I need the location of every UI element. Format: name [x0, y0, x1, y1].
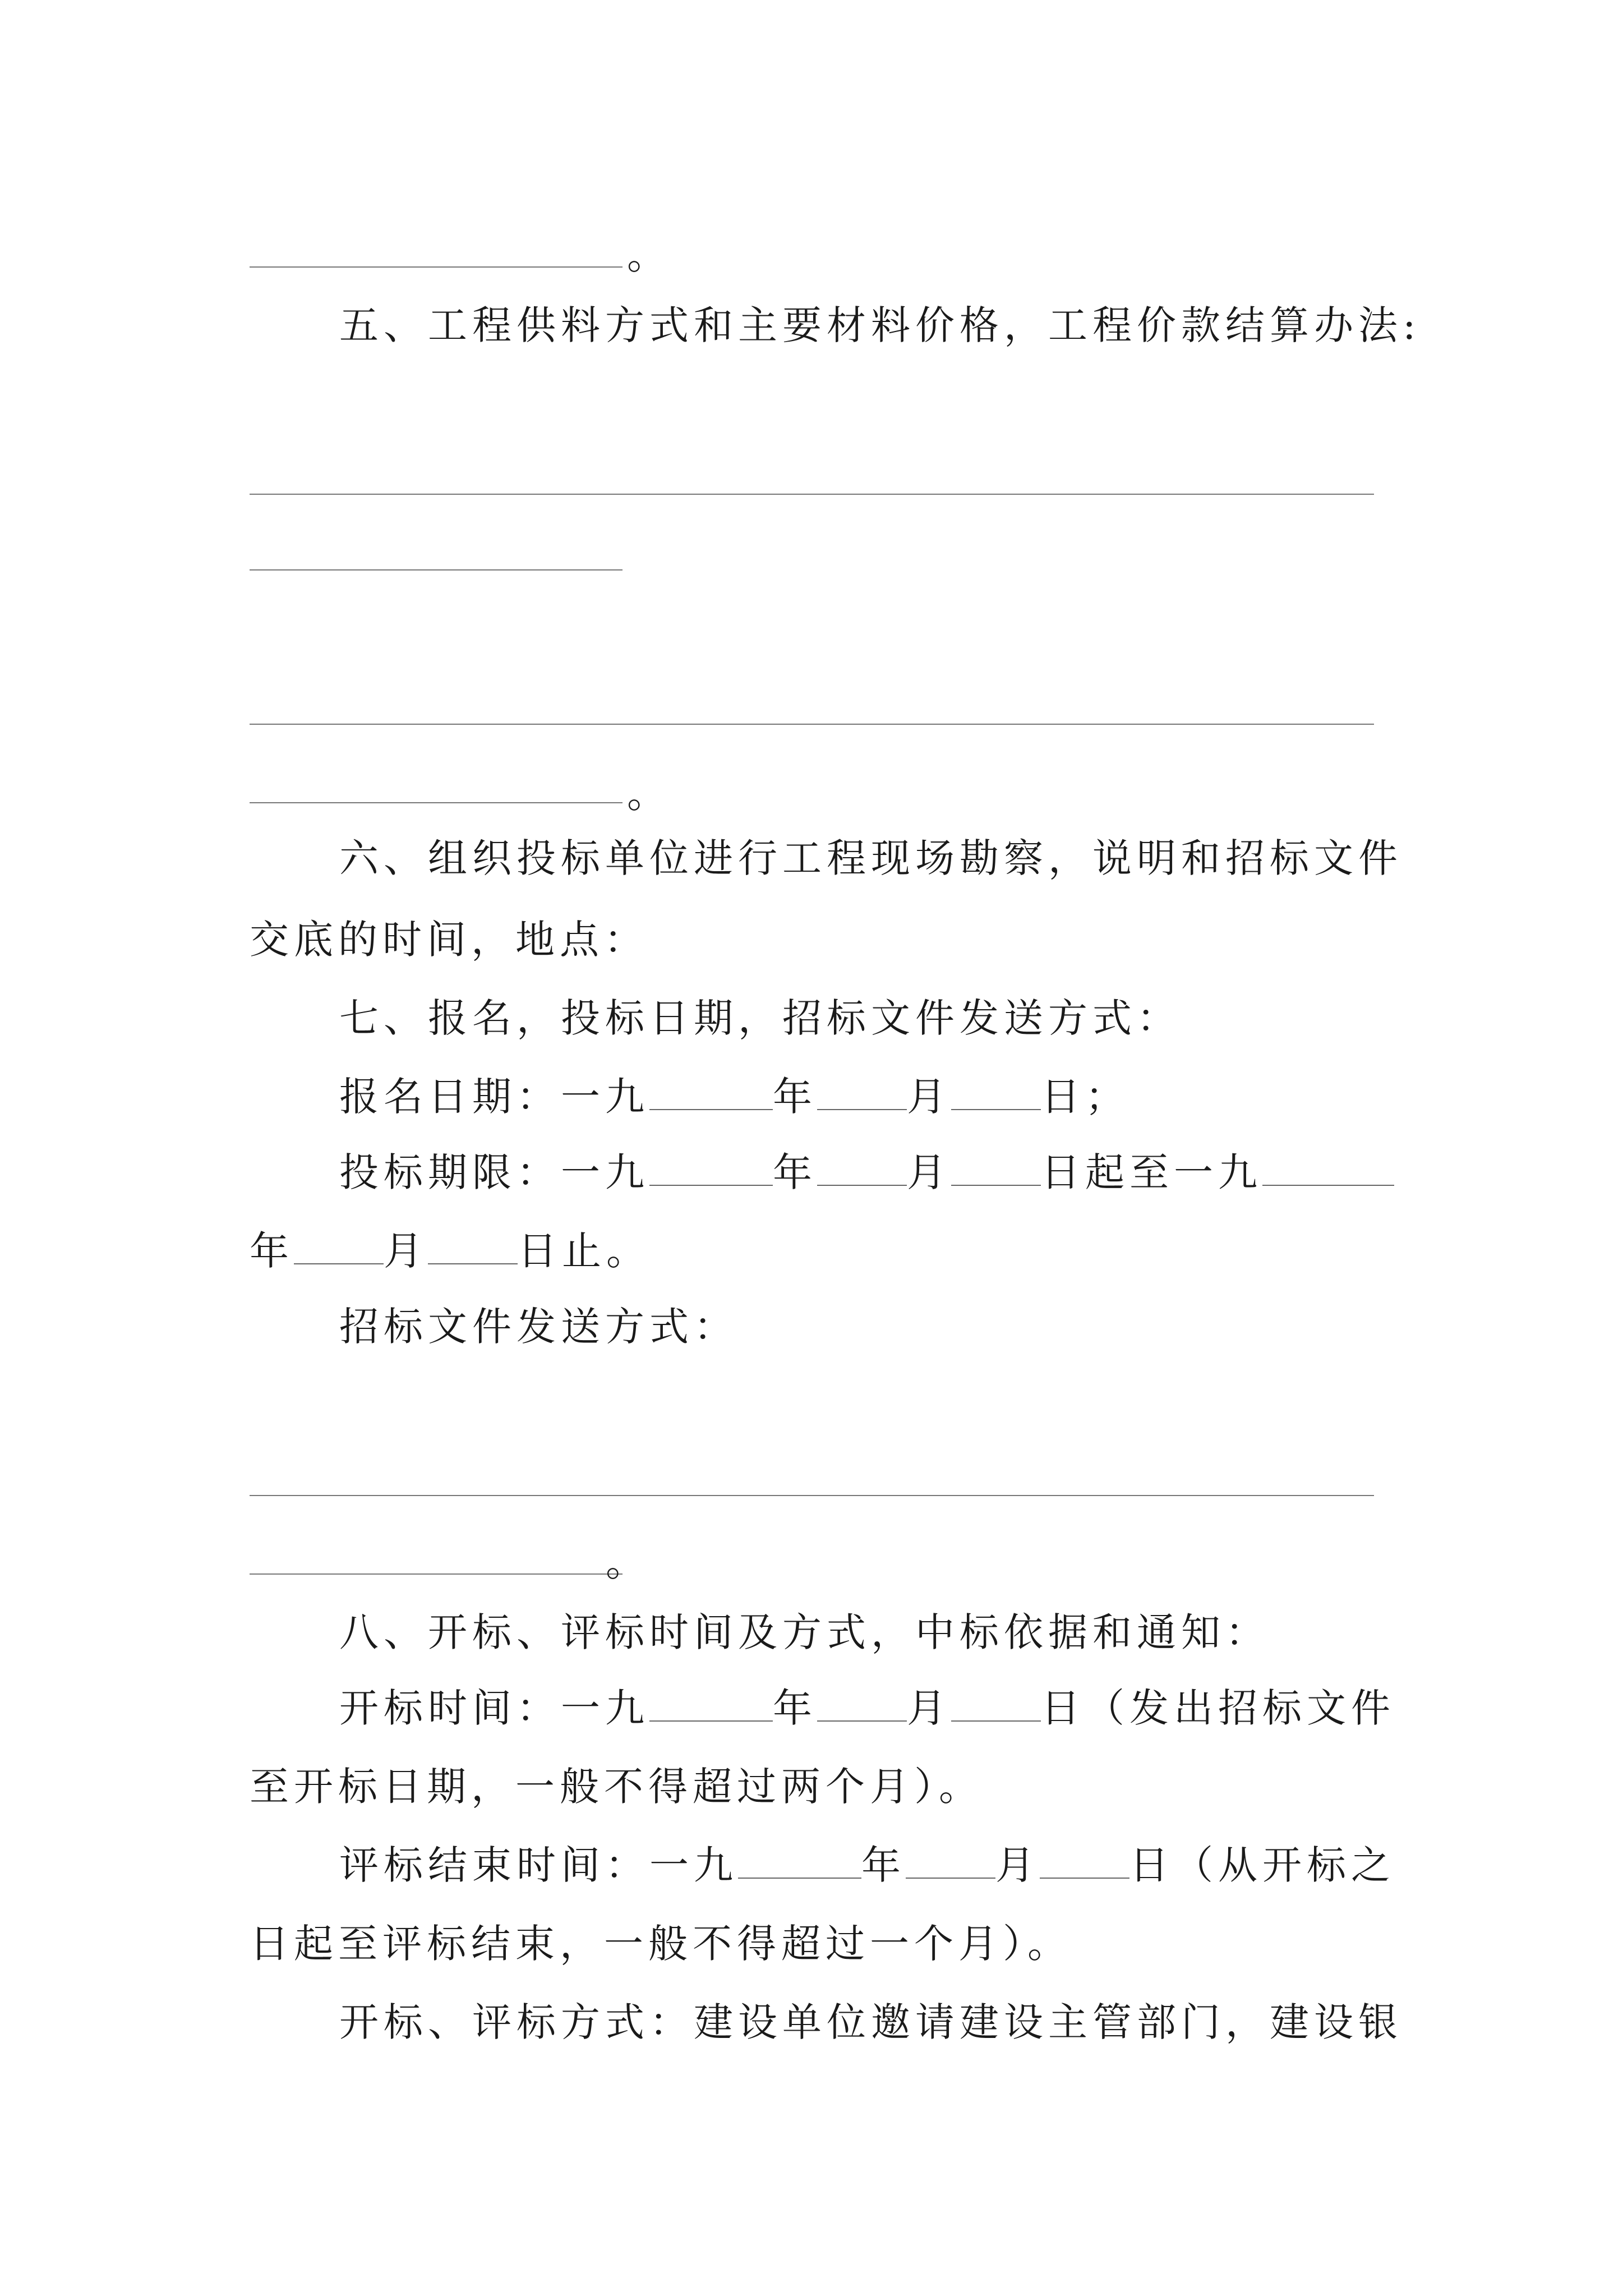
month-unit: 月 — [384, 1228, 428, 1274]
day-blank — [951, 1687, 1041, 1722]
month-blank — [817, 1151, 907, 1186]
day-blank — [951, 1075, 1041, 1110]
opening-time-label: 开标时间：一九 — [339, 1685, 649, 1731]
year-blank — [649, 1075, 773, 1110]
opening-time-line-1 — [339, 1680, 1395, 1736]
evaluation-end-label: 评标结束时间：一九 — [339, 1842, 738, 1888]
year-unit: 年 — [861, 1842, 906, 1888]
opening-note: 日（发出招标文件 — [1041, 1685, 1395, 1731]
year-unit: 年 — [773, 1149, 817, 1195]
fill-line — [250, 1573, 623, 1575]
fill-line — [250, 802, 623, 803]
bid-period-line-1 — [339, 1144, 1394, 1200]
bid-period-line-2 — [250, 1223, 651, 1279]
day-blank — [1040, 1844, 1129, 1879]
year-unit: 年 — [773, 1074, 817, 1120]
bid-period-label: 投标期限：一九 — [339, 1149, 649, 1195]
month-blank — [906, 1844, 995, 1879]
month-unit: 月 — [995, 1842, 1040, 1888]
month-unit: 月 — [907, 1685, 951, 1731]
evaluation-end-line-2: 日起至评标结束，一般不得超过一个月）。 — [250, 1921, 1072, 1967]
month-blank — [817, 1687, 907, 1722]
month-blank — [817, 1075, 907, 1110]
year-unit: 年 — [250, 1228, 294, 1274]
section-6-line-1: 六、组织投标单位进行工程现场勘察，说明和招标文件 — [339, 835, 1403, 881]
send-method-label: 招标文件发送方式： — [339, 1304, 738, 1350]
period-mark: 。 — [606, 1539, 645, 1585]
day-blank — [428, 1230, 518, 1264]
year-blank — [649, 1151, 773, 1186]
evaluation-note: 日（从开标之 — [1129, 1842, 1395, 1888]
month-unit: 月 — [907, 1149, 951, 1195]
month-blank — [294, 1230, 384, 1264]
month-unit: 月 — [907, 1074, 951, 1120]
fill-line — [250, 494, 1374, 495]
fill-line — [250, 724, 1374, 725]
evaluation-end-line-1 — [339, 1837, 1395, 1893]
section-6-line-2: 交底的时间，地点： — [250, 917, 648, 963]
day-blank — [951, 1151, 1041, 1186]
fill-line — [250, 266, 623, 268]
opening-method-line: 开标、评标方式：建设单位邀请建设主管部门，建设银 — [339, 1999, 1403, 2045]
year-blank — [649, 1687, 773, 1722]
section-8-heading: 八、开标、评标时间及方式，中标依据和通知： — [339, 1609, 1270, 1655]
year-blank — [1262, 1151, 1394, 1186]
year-blank — [738, 1844, 861, 1879]
fill-line — [250, 569, 623, 570]
day-from-to: 日起至一九 — [1041, 1149, 1262, 1195]
registration-date-label: 报名日期：一九 — [339, 1074, 649, 1120]
registration-date-line — [339, 1069, 1129, 1125]
fill-line — [250, 1495, 1374, 1496]
section-5-heading: 五、工程供料方式和主要材料价格，工程价款结算办法: — [339, 302, 1421, 348]
year-unit: 年 — [773, 1685, 817, 1731]
day-end: 日止。 — [518, 1228, 651, 1274]
day-unit: 日； — [1041, 1074, 1129, 1120]
opening-time-line-2: 至开标日期，一般不得超过两个月）。 — [250, 1764, 983, 1810]
period-mark: 。 — [627, 232, 666, 278]
period-mark: 。 — [627, 771, 666, 817]
section-7-heading: 七、报名，投标日期，招标文件发送方式： — [339, 995, 1181, 1041]
